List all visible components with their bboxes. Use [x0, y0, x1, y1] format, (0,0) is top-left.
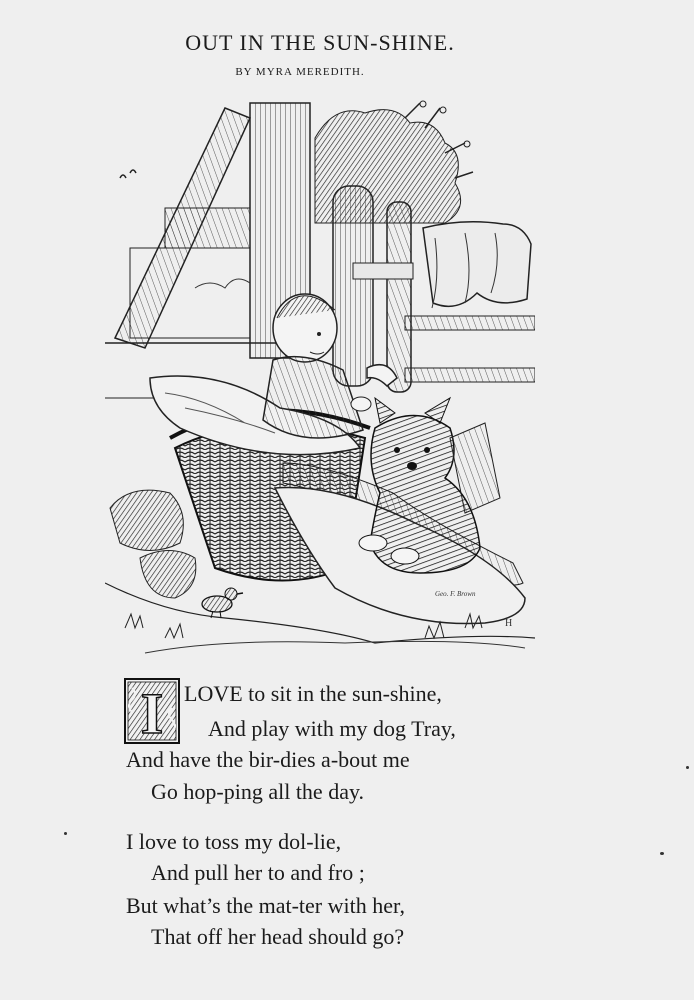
print-speck — [64, 832, 67, 835]
poem-line: And play with my dog Tray, — [208, 716, 456, 741]
print-speck — [660, 852, 664, 855]
drop-cap-letter: I — [140, 681, 164, 744]
poem-line: That off her head should go? — [151, 924, 405, 949]
poem-title: OUT IN THE SUN-SHINE. — [185, 30, 455, 55]
poem-line: And pull her to and fro ; — [151, 860, 365, 885]
poem-line: Go hop-ping all the day. — [151, 779, 365, 804]
illustration-corner-mark: H — [505, 618, 513, 629]
poem-line: I love to toss my dol-lie, — [126, 829, 342, 854]
engraver-signature: Geo. F. Brown — [435, 590, 476, 598]
poem-line: But what’s the mat-ter with her, — [126, 893, 405, 918]
byline-text: BY MYRA MEREDITH. — [235, 66, 365, 78]
print-speck — [686, 766, 689, 769]
poem-line: And have the bir-dies a-bout me — [126, 747, 410, 772]
poem-line: LOVE to sit in the sun-shine, — [184, 681, 442, 706]
